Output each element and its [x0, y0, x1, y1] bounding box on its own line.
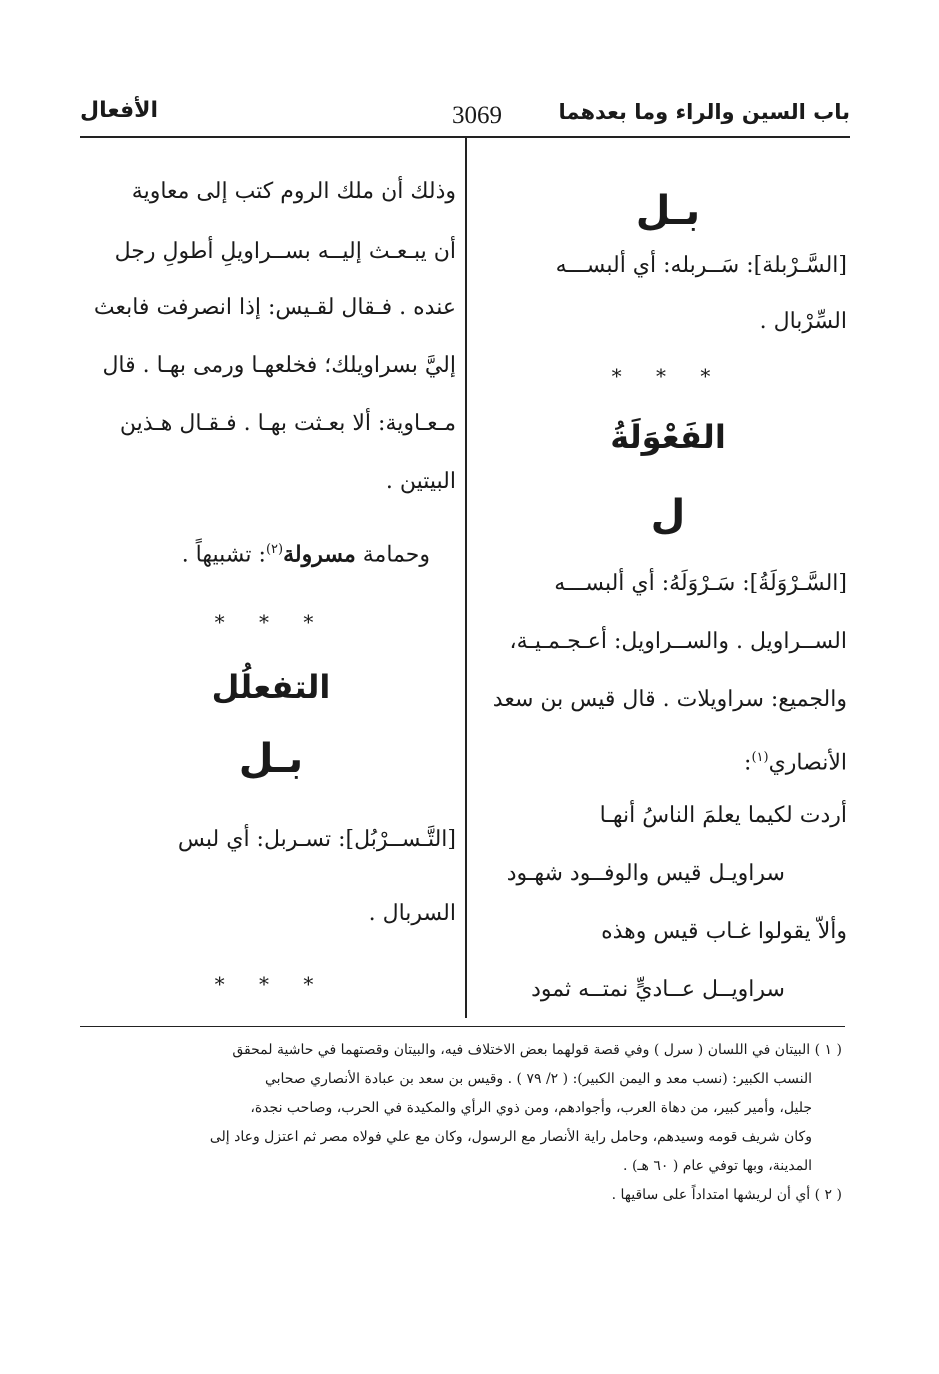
- hamama-term: مسرولة: [283, 541, 356, 568]
- section-separator: * * *: [611, 364, 725, 388]
- section-title: الفَعْوَلَةُ: [610, 418, 726, 456]
- poem-line: سراويــل عــاديٍّ نمتــه ثمود: [531, 977, 785, 1002]
- section-name: الأفعال: [80, 98, 159, 123]
- story-line: مـعـاوية: ألا بعـثت بهـا . فـقـال هـذين: [119, 411, 456, 436]
- story-line: إليَّ بسراويلك؛ فخلعهـا ورمى بهـا . قال: [102, 353, 456, 378]
- entry-line: السربال .: [368, 901, 456, 926]
- hamama-text: : تشبيهاً .: [181, 542, 266, 568]
- entry-line: [744, 744, 847, 777]
- page-number: 3069: [452, 102, 502, 129]
- footnotes: [82, 1036, 842, 1210]
- section-separator: * * *: [214, 972, 328, 996]
- footnote-line: ( ٢ ) أي أن لريشها امتداداً على ساقيها .: [611, 1187, 842, 1203]
- story-line: عنده . فـقال لقـيس: إذا انصرفت فابعث: [93, 295, 456, 320]
- chapter-title: باب السين والراء وما بعدهما: [558, 100, 850, 124]
- footnote-rule: [80, 1026, 845, 1027]
- root-heading: بـل: [238, 736, 304, 782]
- footnote-line: النسب الكبير: (نسب معد و اليمن الكبير): ( ٢/ ٧٩ ) . وقيس بن سعد بن عبادة الأنصاري صحابي: [264, 1071, 812, 1087]
- root-heading: ل: [650, 492, 686, 538]
- entry-text: :: [744, 750, 752, 776]
- hamama-text: وحمامة: [362, 542, 430, 568]
- column-divider: [465, 138, 467, 1018]
- entry-line: والجميع: سراويلات . قال قيس بن سعد: [492, 687, 847, 712]
- hamama-line: [182, 536, 430, 569]
- root-heading: بـل: [635, 188, 701, 234]
- footnote-line: المدينة، وبها توفي عام ( ٦٠ هـ) .: [623, 1158, 812, 1174]
- poem-line: وألاّ يقولوا غـاب قيس وهذه: [601, 919, 847, 944]
- entry-text: الأنصاري: [768, 750, 847, 776]
- footnote-ref: (١): [751, 750, 769, 765]
- story-line: أن يبـعـث إليــه بســراويلِ أطولِ رجل: [114, 239, 456, 264]
- footnote-line: وكان شريف قومه وسيدهم، وحامل راية الأنصار مع الرسول، وكان مع علي فولاه مصر ثم اعتزل وعاد إلى: [209, 1129, 812, 1145]
- footnote-ref: (٢): [265, 542, 284, 557]
- entry-line: الســراويل . والســراويل: أعـجـمـيـة،: [509, 629, 847, 654]
- section-title: التفعلُل: [211, 668, 331, 706]
- entry-line: [السَّـرْوَلَةُ]: سَـرْوَلَهُ: أي ألبســـه: [554, 571, 847, 596]
- poem-line: أردت لكيما يعلمَ الناسُ أنهـا: [599, 803, 847, 828]
- entry-line: [التَّـســرْبُل]: تسـربل: أي لبس: [177, 827, 456, 852]
- footnote-line: ( ١ ) البيتان في اللسان ( سرل ) وفي قصة قولهما بعض الاختلاف فيه، والبيتان وقصتهما في حاشية لمحقق: [232, 1042, 842, 1058]
- poem-line: سراويـل قيس والوفــود شهـود: [506, 861, 785, 886]
- story-line: وذلك أن ملك الروم كتب إلى معاوية: [131, 179, 456, 204]
- footnote-line: جليل، وأمير كبير، من دهاة العرب، وأجوادهم، ومن ذوي الرأي والمكيدة في الحرب، وصاحب نجدة،: [250, 1100, 812, 1116]
- section-separator: * * *: [214, 610, 328, 634]
- entry-line: [السَّـرْبلة]: سَــربله: أي ألبســـه: [555, 253, 847, 278]
- story-line: البيتين .: [385, 469, 456, 494]
- entry-line: السِّرْبال .: [759, 309, 847, 334]
